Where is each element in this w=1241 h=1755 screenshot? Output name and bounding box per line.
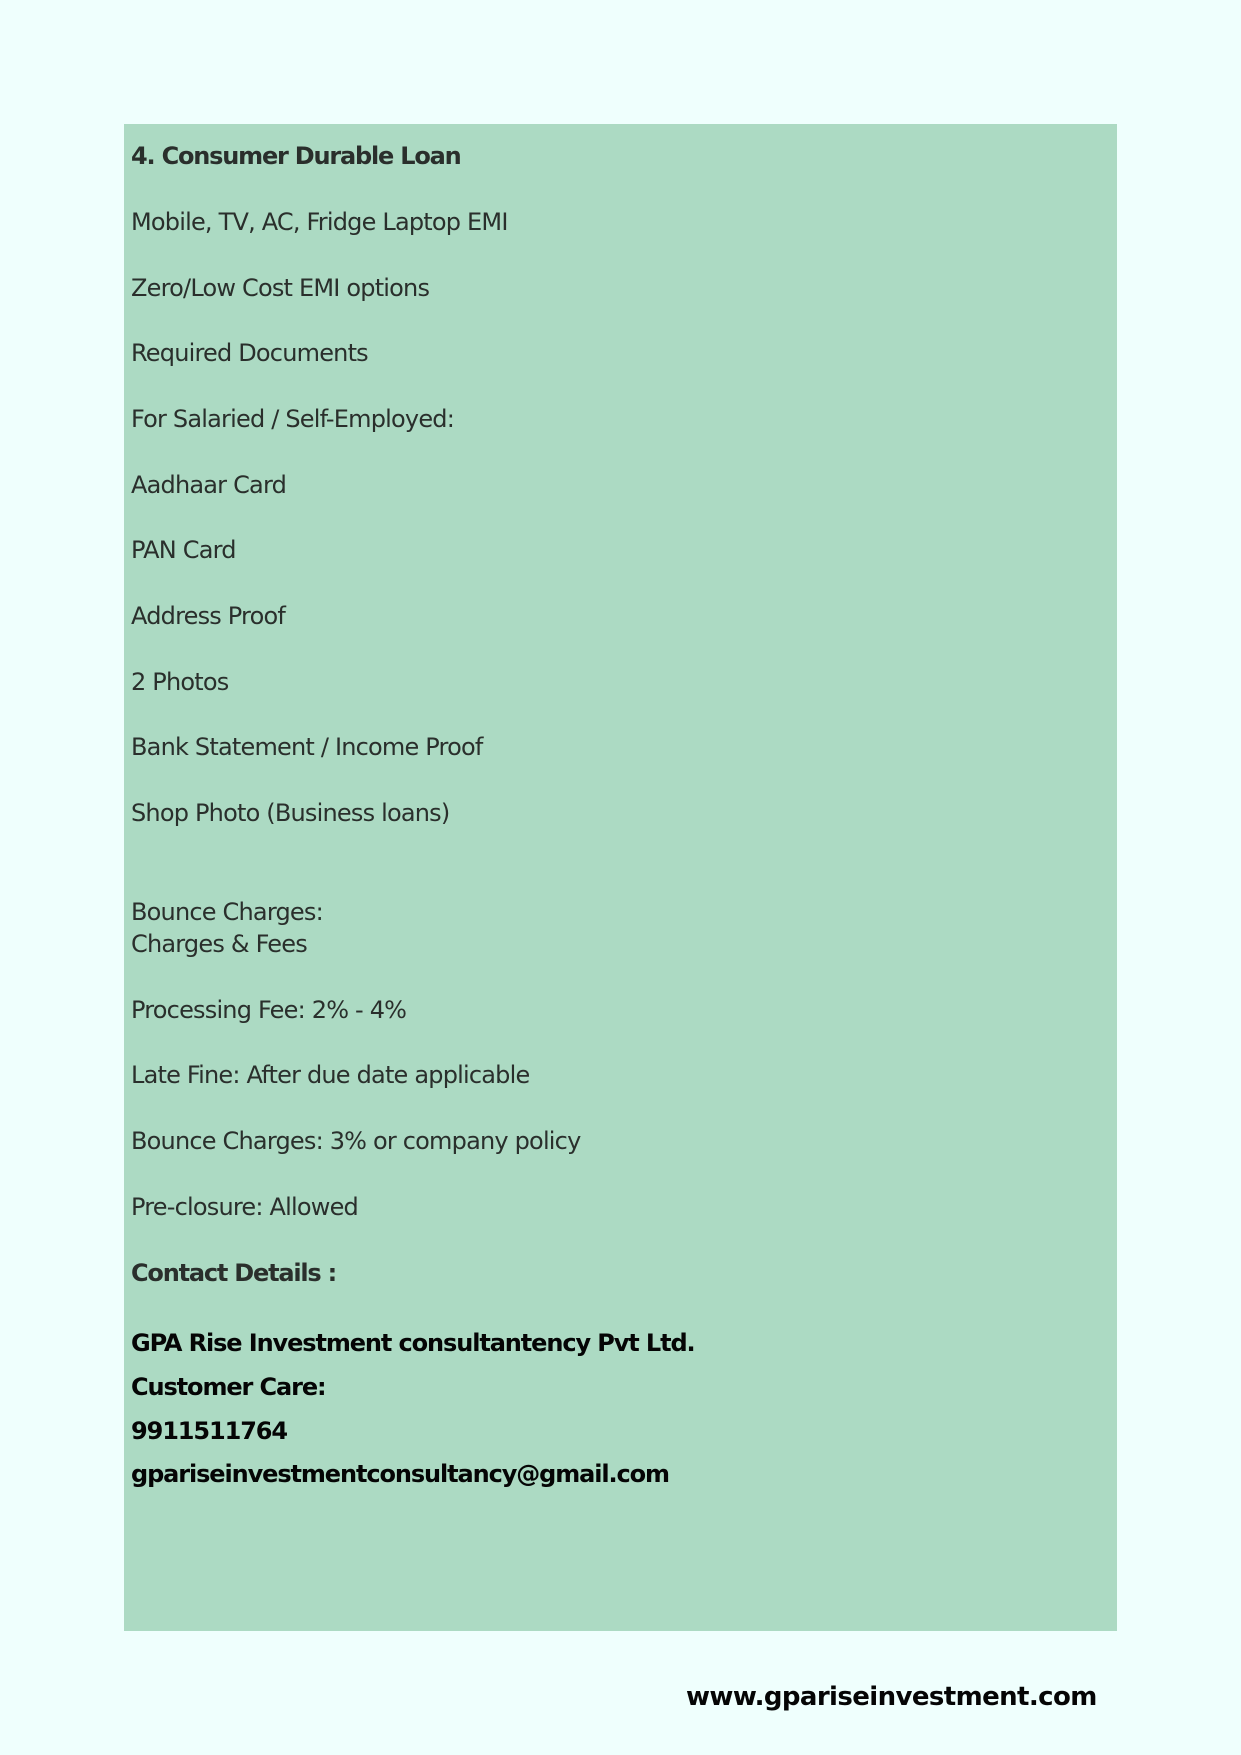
website-url: www.gpariseinvestment.com xyxy=(686,1682,1097,1712)
email-address: gpariseinvestmentconsultancy@gmail.com xyxy=(131,1460,669,1488)
applicant-type-line: For Salaried / Self-Employed: xyxy=(131,405,455,433)
charge-item: Late Fine: After due date applicable xyxy=(131,1061,530,1089)
charges-intro: Bounce Charges: xyxy=(131,898,323,926)
charge-item: Bounce Charges: 3% or company policy xyxy=(131,1127,581,1155)
document-item: Address Proof xyxy=(131,602,286,630)
contact-heading: Contact Details : xyxy=(131,1259,337,1287)
document-item: Bank Statement / Income Proof xyxy=(131,733,483,761)
section-title: 4. Consumer Durable Loan xyxy=(131,142,461,170)
document-item: 2 Photos xyxy=(131,668,229,696)
feature-line: Mobile, TV, AC, Fridge Laptop EMI xyxy=(131,208,508,236)
phone-number: 9911511764 xyxy=(131,1417,287,1445)
charge-item: Processing Fee: 2% - 4% xyxy=(131,996,407,1024)
customer-care-label: Customer Care: xyxy=(131,1373,326,1401)
charges-heading: Charges & Fees xyxy=(131,930,307,958)
documents-heading: Required Documents xyxy=(131,339,368,367)
document-item: PAN Card xyxy=(131,536,236,564)
document-item: Aadhaar Card xyxy=(131,471,287,499)
company-name: GPA Rise Investment consultantency Pvt Ltd. xyxy=(131,1329,695,1357)
feature-line: Zero/Low Cost EMI options xyxy=(131,274,430,302)
charge-item: Pre-closure: Allowed xyxy=(131,1193,358,1221)
document-item: Shop Photo (Business loans) xyxy=(131,799,450,827)
